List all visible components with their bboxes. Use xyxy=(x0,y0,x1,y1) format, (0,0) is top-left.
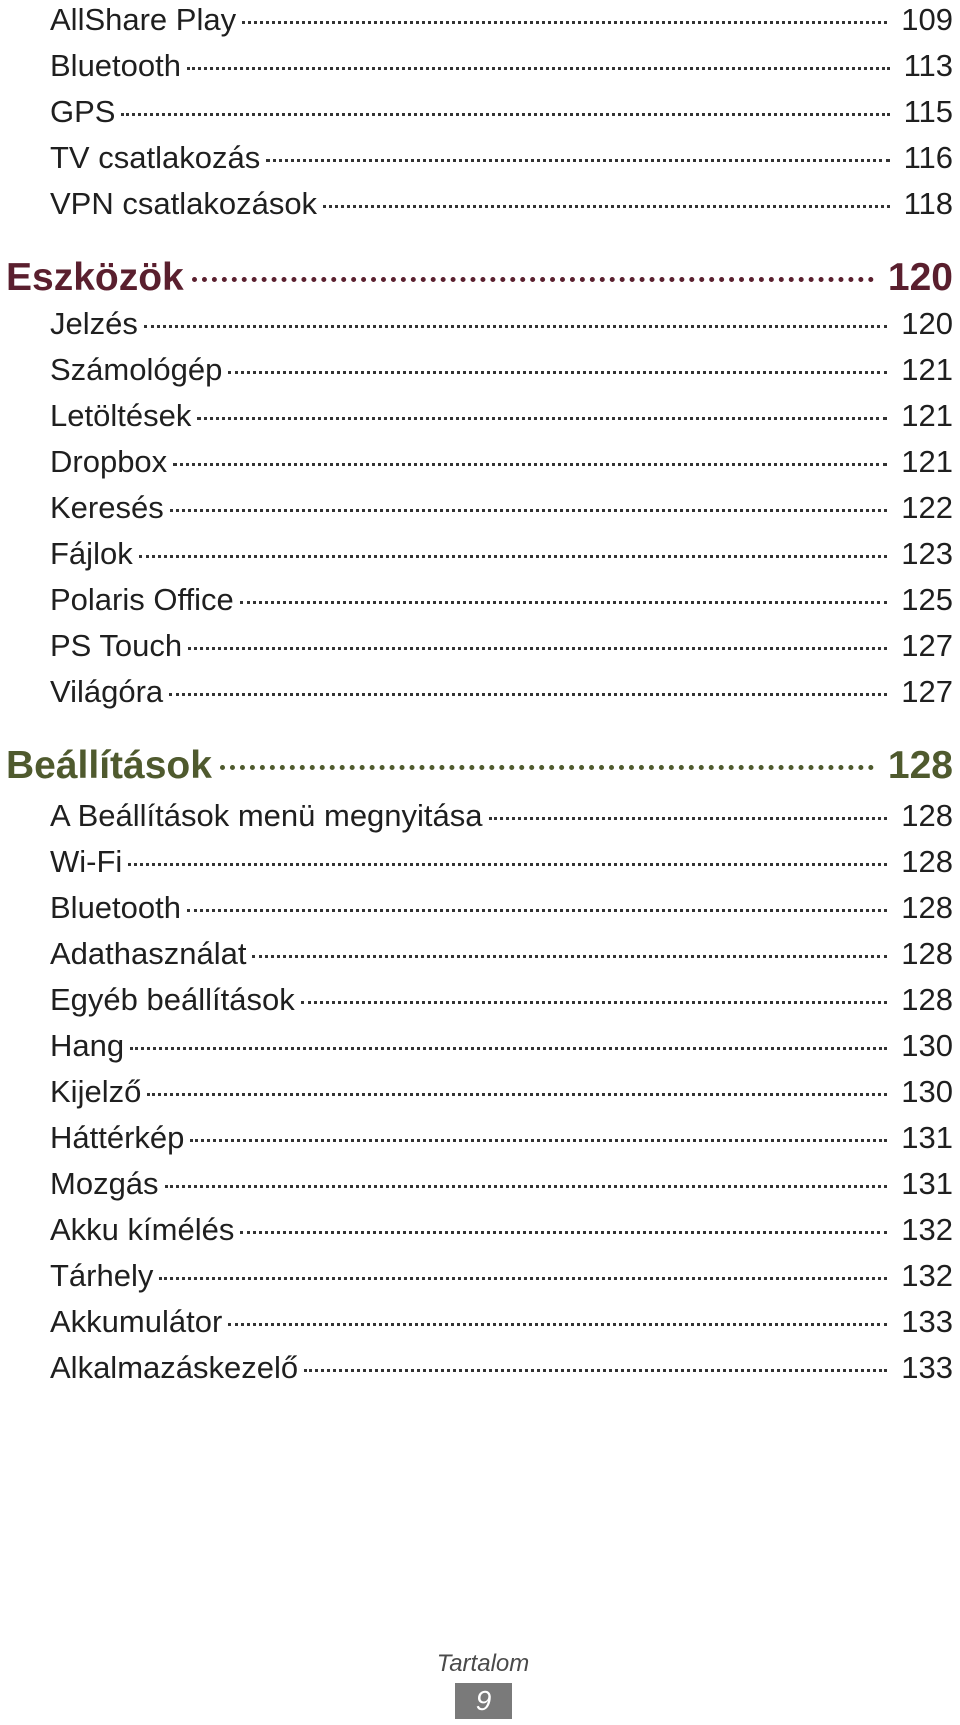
toc-entry[interactable] xyxy=(50,1210,953,1250)
toc-entry-page: 113 xyxy=(903,48,953,83)
toc-entry-page: 131 xyxy=(901,1166,953,1201)
toc-entry[interactable] xyxy=(50,934,953,974)
toc-entry-label: Bluetooth xyxy=(50,890,181,925)
toc-entry[interactable] xyxy=(50,184,953,224)
toc-entry[interactable] xyxy=(50,138,953,178)
toc-entry[interactable] xyxy=(50,0,953,40)
toc-entry-label: VPN csatlakozások xyxy=(50,186,318,221)
dot-leader xyxy=(240,1231,887,1234)
toc-entry[interactable] xyxy=(50,1348,953,1388)
dot-leader xyxy=(228,1323,887,1326)
toc-entry-label: Számológép xyxy=(50,352,223,387)
toc-entry-page: 130 xyxy=(901,1074,953,1109)
section-title: Beállítások xyxy=(6,744,212,787)
toc-entry-label: PS Touch xyxy=(50,628,183,663)
toc-entry[interactable] xyxy=(50,396,953,436)
toc-entry-label: Adathasználat xyxy=(50,936,247,971)
toc-entry[interactable] xyxy=(50,580,953,620)
toc-entry-label: Akkumulátor xyxy=(50,1304,223,1339)
dot-leader xyxy=(301,1001,888,1004)
toc-entry-page: 128 xyxy=(901,798,953,833)
dot-leader xyxy=(220,765,874,770)
dot-leader xyxy=(197,417,887,420)
toc-entry-label: Hang xyxy=(50,1028,125,1063)
toc-entry-label: GPS xyxy=(50,94,116,129)
dot-leader xyxy=(121,113,889,116)
toc-entry-page: 116 xyxy=(903,140,953,175)
toc-entry[interactable] xyxy=(50,92,953,132)
toc-entry-page: 122 xyxy=(901,490,953,525)
toc-entry-page: 133 xyxy=(901,1350,953,1385)
toc-entry-page: 109 xyxy=(901,2,953,37)
toc-entry[interactable] xyxy=(50,842,953,882)
dot-leader xyxy=(130,1047,887,1050)
dot-leader xyxy=(139,555,888,558)
toc-entry[interactable] xyxy=(50,1026,953,1066)
dot-leader xyxy=(188,647,887,650)
toc-entry-page: 132 xyxy=(901,1212,953,1247)
section-title: Eszközök xyxy=(6,256,184,299)
toc-entry-label: Mozgás xyxy=(50,1166,159,1201)
toc-entry-page: 118 xyxy=(903,186,953,221)
toc-entry[interactable] xyxy=(50,46,953,86)
dot-leader xyxy=(266,159,889,162)
toc-entry-label: Bluetooth xyxy=(50,48,181,83)
dot-leader xyxy=(240,601,887,604)
toc-entry[interactable] xyxy=(50,626,953,666)
toc-entry[interactable] xyxy=(50,1072,953,1112)
toc-entry-label: Egyéb beállítások xyxy=(50,982,295,1017)
toc-entry[interactable] xyxy=(50,980,953,1020)
dot-leader xyxy=(187,909,887,912)
footer-section-label: Tartalom xyxy=(436,1650,530,1677)
toc-entry-label: Jelzés xyxy=(50,306,138,341)
toc-entry-page: 115 xyxy=(903,94,953,129)
toc-entry[interactable] xyxy=(50,888,953,928)
toc-entry-label: Keresés xyxy=(50,490,164,525)
toc-entry-page: 125 xyxy=(901,582,953,617)
toc-entry-page: 121 xyxy=(901,398,953,433)
toc-entry-label: TV csatlakozás xyxy=(50,140,261,175)
toc-entry-page: 120 xyxy=(901,306,953,341)
toc-entry-page: 128 xyxy=(901,982,953,1017)
toc-entry-page: 127 xyxy=(901,674,953,709)
dot-leader xyxy=(304,1369,887,1372)
dot-leader xyxy=(252,955,887,958)
dot-leader xyxy=(192,277,874,282)
toc-entry-label: Kijelző xyxy=(50,1074,142,1109)
toc-entry-page: 127 xyxy=(901,628,953,663)
dot-leader xyxy=(242,21,887,24)
toc-entry-page: 132 xyxy=(901,1258,953,1293)
toc-entry-label: A Beállítások menü megnyitása xyxy=(50,798,483,833)
dot-leader xyxy=(173,463,887,466)
toc-entry-page: 128 xyxy=(901,890,953,925)
toc-entry-label: Tárhely xyxy=(50,1258,154,1293)
toc-entry-label: Háttérkép xyxy=(50,1120,185,1155)
toc-section-heading[interactable] xyxy=(6,742,953,790)
toc-section-heading[interactable] xyxy=(6,254,953,302)
toc-entry-page: 131 xyxy=(901,1120,953,1155)
dot-leader xyxy=(190,1139,887,1142)
toc-entry[interactable] xyxy=(50,1164,953,1204)
toc-entry[interactable] xyxy=(50,1302,953,1342)
toc-entry[interactable] xyxy=(50,304,953,344)
dot-leader xyxy=(169,693,887,696)
toc-entry[interactable] xyxy=(50,534,953,574)
toc-entry-page: 121 xyxy=(901,444,953,479)
section-page: 128 xyxy=(887,744,953,787)
toc-entry[interactable] xyxy=(50,1118,953,1158)
section-page: 120 xyxy=(887,256,953,299)
toc-entry[interactable] xyxy=(50,672,953,712)
toc-entry-page: 130 xyxy=(901,1028,953,1063)
toc-entry-label: Letöltések xyxy=(50,398,192,433)
toc-entry-label: Világóra xyxy=(50,674,164,709)
toc-entry[interactable] xyxy=(50,1256,953,1296)
dot-leader xyxy=(228,371,887,374)
toc-entry-page: 128 xyxy=(901,936,953,971)
dot-leader xyxy=(170,509,888,512)
toc-entry-page: 128 xyxy=(901,844,953,879)
toc-entry[interactable] xyxy=(50,488,953,528)
toc-entry-page: 123 xyxy=(901,536,953,571)
toc-entry-page: 133 xyxy=(901,1304,953,1339)
toc-entry-label: Fájlok xyxy=(50,536,133,571)
toc-entry-label: Akku kímélés xyxy=(50,1212,235,1247)
dot-leader xyxy=(187,67,890,70)
dot-leader xyxy=(489,817,888,820)
toc-entry-label: AllShare Play xyxy=(50,2,237,37)
toc-entry-label: Dropbox xyxy=(50,444,168,479)
dot-leader xyxy=(165,1185,888,1188)
dot-leader xyxy=(128,863,887,866)
toc-entry-label: Wi-Fi xyxy=(50,844,123,879)
toc-entry-label: Polaris Office xyxy=(50,582,234,617)
footer-page-number: 9 xyxy=(455,1683,512,1719)
dot-leader xyxy=(147,1093,887,1096)
toc-entry[interactable] xyxy=(50,796,953,836)
dot-leader xyxy=(159,1277,887,1280)
toc-entry-page: 121 xyxy=(901,352,953,387)
toc-entry-label: Alkalmazáskezelő xyxy=(50,1350,299,1385)
toc-entry[interactable] xyxy=(50,350,953,390)
dot-leader xyxy=(144,325,887,328)
toc-entry[interactable] xyxy=(50,442,953,482)
dot-leader xyxy=(323,205,890,208)
